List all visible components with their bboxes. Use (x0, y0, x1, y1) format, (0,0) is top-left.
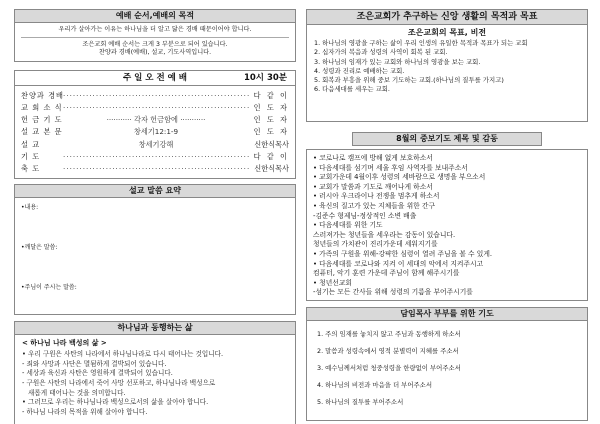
right-column (306, 9, 588, 421)
order-label: 축 도 (21, 163, 41, 173)
prayer-item: -김준수 형제님-정상적인 소변 배출 (313, 211, 417, 220)
order-leader: 다 같 이 (253, 151, 289, 161)
prayer-topics-box (306, 149, 588, 301)
order-leader: 인 도 자 (253, 127, 289, 137)
order-dots (63, 91, 249, 100)
order-dots (63, 152, 249, 161)
order-leader: 신한식목사 (254, 139, 289, 149)
goal-item: 2. 십자가의 복음과 성령의 사역이 회복 된 교회. (314, 48, 448, 57)
pastor-prayer-box (306, 321, 588, 421)
prayer-item: • 육신의 질고가 있는 지체들을 위한 간구 (313, 201, 436, 210)
left-column (14, 9, 296, 424)
service-order-list (14, 86, 296, 178)
pastor-prayer-title: 담임목사 부부를 위한 기도 (306, 307, 588, 321)
morning-service-title: 주 일 오 전 예 배 (122, 73, 188, 84)
goal-item: 1. 하나님의 영광을 구하는 삶이 우리 인생의 유일한 목적과 목표가 되는 교회 (314, 39, 528, 48)
order-label: 찬양과 경배 (21, 90, 65, 100)
life-item: • 그러므로 우리는 하나님나라 백성으로서의 삶을 살아야 합니다. (22, 398, 209, 407)
order-leader: 다 같 이 (253, 90, 289, 100)
service-order-row (21, 114, 289, 126)
life-item: - 하나님 나라의 목적을 위해 살아야 합니다. (22, 407, 148, 416)
prayer-item: 컴퓨터, 악기 훈련 가운데 주님이 함께 해주시기를 (313, 269, 460, 278)
order-label: 교 회 소 식 (21, 103, 63, 113)
life-item: - 세상과 육신과 사탄은 영원하게 결박되어 있습니다. (22, 369, 173, 378)
pastor-prayer-item: 5. 하나님의 질투를 부어주소서 (317, 398, 404, 406)
service-order-row (21, 150, 289, 162)
worship-purpose-box (14, 23, 296, 62)
order-dots (63, 164, 249, 173)
order-leader: 인 도 자 (253, 103, 289, 113)
service-order-row (21, 162, 289, 174)
prayer-item: 스러져가는 청년들을 세우라는 감동이 있습니다. (313, 230, 456, 239)
service-order-row (21, 89, 289, 101)
life-item: - 구원은 사탄의 나라에서 죽어 사망 선포하고, 하나님나라 백성으로 (22, 378, 216, 387)
sermon-given-label: •주님이 주시는 말씀: (21, 283, 77, 291)
purpose-line-1: 우리가 살아가는 이유는 하나님을 더 알고 닮은 경배 때문이어야 합니다. (21, 26, 289, 38)
prayer-topics-title: 8월의 중보기도 제목 및 감동 (352, 132, 542, 146)
sermon-applied-label: •깨달은 말씀: (21, 243, 58, 251)
goals-heading: 조은교회의 목표, 비전 (407, 28, 487, 37)
order-detail: 창세기강해 (138, 139, 174, 149)
prayer-item: • 청년선교회 (313, 278, 352, 287)
order-detail: 창세기12:1-9 (133, 127, 179, 137)
order-detail: ··········· 각자 헌금함에 ··········· (106, 115, 206, 125)
prayer-item: • 가족의 구원을 위해-강퍅한 심령이 열려 주님을 볼 수 있게. (313, 249, 493, 258)
pastor-prayer-item: 4. 하나님의 비전과 마음을 더 부어주소서 (317, 381, 433, 389)
life-item: 새롭게 태어나는 것을 의미합니다. (28, 388, 126, 397)
church-goals-box (306, 25, 588, 122)
service-order-row (21, 101, 289, 113)
goal-item: 5. 회복과 부흥을 위해 중보 기도하는 교회.(하나님의 질투를 가지고) (314, 76, 504, 85)
prayer-item: • 러시아 우크라이나 전쟁을 멈추게 하소서 (313, 192, 440, 201)
pastor-prayer-item: 3. 예수님께서처럼 청중성령을 한량없이 부어주소서 (317, 364, 461, 372)
morning-service-time: 10시 30분 (243, 73, 287, 84)
life-item: • 우리 구원은 사탄의 나라에서 하나님나라로 다시 태어나는 것입니다. (22, 350, 224, 359)
service-order-row (21, 138, 289, 150)
pastor-prayer-item: 1. 주의 임재를 놓치지 않고 주님과 동행하게 하소서 (317, 330, 461, 338)
life-heading: < 하나님 나라 백성의 삶 > (22, 338, 107, 347)
sermon-content-label: •내용: (21, 203, 39, 211)
life-with-god-box (14, 335, 296, 424)
life-item: - 죄와 사망과 사단은 멸됨하게 결박되어 있습니다. (22, 359, 167, 368)
prayer-item: -섬기는 모든 간사들 위해 성령의 기름을 부어주시기를 (313, 288, 473, 297)
order-dots (63, 103, 249, 112)
order-label: 설 교 (21, 139, 41, 149)
prayer-item: • 코로나로 캠프에 방해 없게 보호하소서 (313, 154, 433, 162)
purpose-line-3: 찬양과 경배(예배), 설교, 기도사역입니다. (98, 48, 212, 56)
prayer-item: • 교회가 말씀과 기도로 깨어나게 하소서 (313, 182, 433, 191)
order-leader: 신한식목사 (254, 163, 289, 173)
life-with-god-title: 하나님과 동행하는 삶 (14, 321, 296, 335)
order-label: 헌 금 기 도 (21, 115, 63, 125)
purpose-line-2: 조은교회 예배 순서는 크게 3 부분으로 되어 있습니다. (82, 40, 228, 48)
prayer-item: • 교회가운데 4월이후 성령의 세바람으로 생명을 부으소서 (313, 173, 486, 182)
prayer-item: • 다음세대를 위한 기도 (313, 221, 383, 230)
morning-service-header (14, 70, 296, 86)
worship-purpose-title: 예배 순서,예배의 목적 (14, 9, 296, 23)
goal-item: 6. 다음세대를 세우는 교회. (314, 85, 390, 94)
goal-item: 3. 하나님의 임재가 있는 교회와 하나님의 영광을 보는 교회. (314, 57, 481, 66)
goal-item: 4. 성령과 진리로 예배하는 교회. (314, 66, 405, 75)
prayer-item: • 다음세대를 코로나와 지켜 이 세대의 악에서 지켜주시고 (313, 259, 484, 268)
sermon-notes-box (14, 198, 296, 315)
service-order-row (21, 126, 289, 138)
pastor-prayer-item: 2. 말씀과 성령속에서 영적 분별력이 지혜를 주소서 (317, 347, 459, 355)
order-leader: 인 도 자 (253, 115, 289, 125)
prayer-item: 청년들의 가치관이 진리가운데 세워지기를 (313, 240, 438, 249)
order-label: 기 도 (21, 151, 41, 161)
order-label: 설 교 본 문 (21, 127, 63, 137)
church-goals-title: 조은교회가 추구하는 신앙 생활의 목적과 목표 (306, 9, 588, 25)
sermon-notes-title: 설교 말씀 요약 (14, 184, 296, 198)
prayer-item: • 다음세대를 섬기며 세울 후임 사역자를 보내주소서 (313, 163, 468, 172)
